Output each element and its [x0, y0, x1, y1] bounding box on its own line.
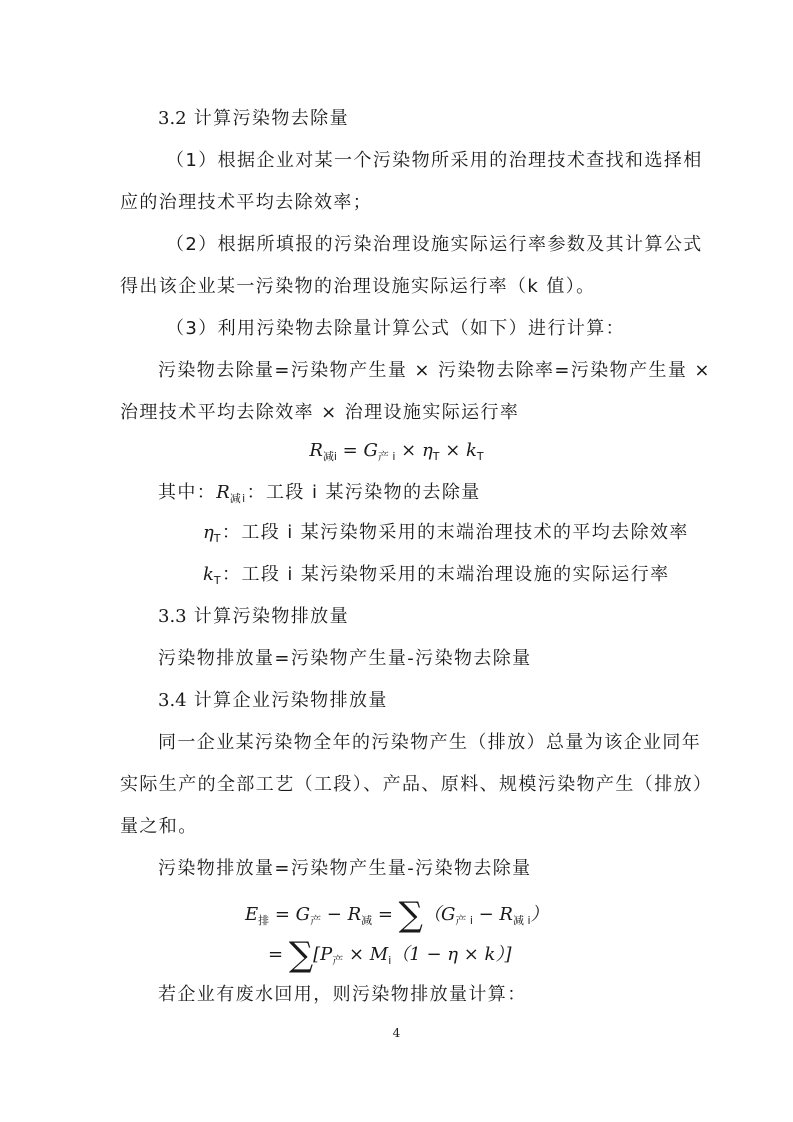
- paragraph-4-line-2: 治理技术平均去除效率 × 治理设施实际运行率: [120, 402, 520, 423]
- where-r-symbol: R: [216, 482, 230, 503]
- where-k-sub: T: [213, 574, 223, 587]
- paragraph-5: 污染物排放量=污染物产生量-污染物去除量: [158, 648, 532, 669]
- formula-k: × k: [439, 440, 477, 461]
- formula-g: G: [363, 440, 378, 461]
- paragraph-2-line-2: 得出该企业某一污染物的治理设施实际运行率（k 值）。: [120, 276, 596, 297]
- section-title: 计算企业污染物排放量: [193, 690, 388, 711]
- sum-symbol: ∑: [398, 895, 423, 935]
- formula-p-sub: 产: [332, 954, 344, 967]
- where-line-eta: [203, 522, 689, 546]
- formula-p: [P: [313, 944, 333, 965]
- where-k-symbol: k: [203, 564, 214, 585]
- section-heading-3-4: [158, 690, 675, 712]
- formula-eq: =: [372, 904, 399, 925]
- where-eta-symbol: η: [203, 522, 214, 543]
- formula-r: − R: [472, 904, 513, 925]
- formula-e: E: [245, 904, 259, 925]
- page-number: 4: [392, 1026, 401, 1040]
- paragraph-1-line-1: （1）根据企业对某一个污染物所采用的治理技术查找和选择相: [166, 150, 703, 171]
- where-r-desc: ：工段 i 某污染物的去除量: [246, 482, 481, 503]
- formula-emission-1: [245, 895, 675, 935]
- formula-eq: =: [268, 944, 289, 965]
- paragraph-1-line-2: 应的治理技术平均去除效率；: [120, 192, 373, 213]
- section-title: 计算污染物排放量: [193, 606, 349, 627]
- section-number: 3.4: [158, 690, 187, 711]
- formula-g: G: [295, 904, 311, 925]
- formula-m-sub: i: [388, 954, 392, 967]
- paragraph-2-line-1: （2）根据所填报的污染治理设施实际运行率参数及其计算公式: [166, 234, 703, 255]
- formula-r-sub: 减 i: [512, 914, 531, 927]
- section-number: 3.2: [158, 108, 187, 129]
- paragraph-6-line-1: 同一企业某污染物全年的污染物产生（排放）总量为该企业同年: [158, 732, 702, 753]
- paragraph-8: 若企业有废水回用，则污染物排放量计算：: [158, 984, 527, 1005]
- formula-m: × M: [343, 944, 389, 965]
- paragraph-3: （3）利用污染物去除量计算公式（如下）进行计算：: [166, 318, 626, 339]
- formula-r: R: [309, 440, 323, 461]
- where-eta-sub: T: [213, 532, 222, 545]
- section-title: 计算污染物去除量: [193, 108, 349, 129]
- formula-eta-sub: T: [432, 450, 440, 463]
- paragraph-6-line-3: 量之和。: [120, 816, 198, 837]
- section-heading-3-3: [158, 606, 675, 628]
- formula-g-sub: 产: [310, 914, 322, 927]
- formula-eq: =: [269, 904, 296, 925]
- formula-g-sub: 产 i: [377, 450, 396, 463]
- where-k-desc: ：工段 i 某污染物采用的末端治理设施的实际运行率: [222, 564, 670, 585]
- formula-k-sub: T: [476, 450, 484, 463]
- where-line-r: [158, 482, 675, 506]
- paragraph-4-line-1: 污染物去除量=污染物产生量 × 污染物去除率=污染物产生量 ×: [158, 360, 711, 381]
- paragraph-6-line-2: 实际生产的全部工艺（工段）、产品、原料、规模污染物产生（排放）: [120, 774, 713, 795]
- formula-close: ）: [530, 904, 549, 925]
- formula-eq: =: [336, 440, 364, 461]
- formula-r-sub: 减i: [322, 450, 337, 463]
- formula-rest: （1 − η × k）]: [391, 944, 512, 965]
- section-heading-3-2: [158, 108, 675, 130]
- sum-symbol: ∑: [288, 935, 314, 975]
- where-r-sub: 减i: [229, 492, 247, 505]
- formula-emission-2: [268, 935, 675, 975]
- formula-r: − R: [321, 904, 362, 925]
- where-prefix: 其中：: [158, 482, 217, 503]
- paragraph-7: 污染物排放量=污染物产生量-污染物去除量: [158, 858, 532, 879]
- formula-eta: × η: [395, 440, 433, 461]
- formula-removal: [0, 440, 793, 464]
- where-line-k: [203, 564, 675, 588]
- formula-e-sub: 排: [258, 914, 270, 927]
- formula-r-sub: 减: [361, 914, 373, 927]
- formula-g-sub: 产 i: [455, 914, 473, 927]
- where-eta-desc: ：工段 i 某污染物采用的末端治理技术的平均去除效率: [221, 522, 689, 543]
- section-number: 3.3: [158, 606, 187, 627]
- formula-g-open: （G: [422, 904, 456, 925]
